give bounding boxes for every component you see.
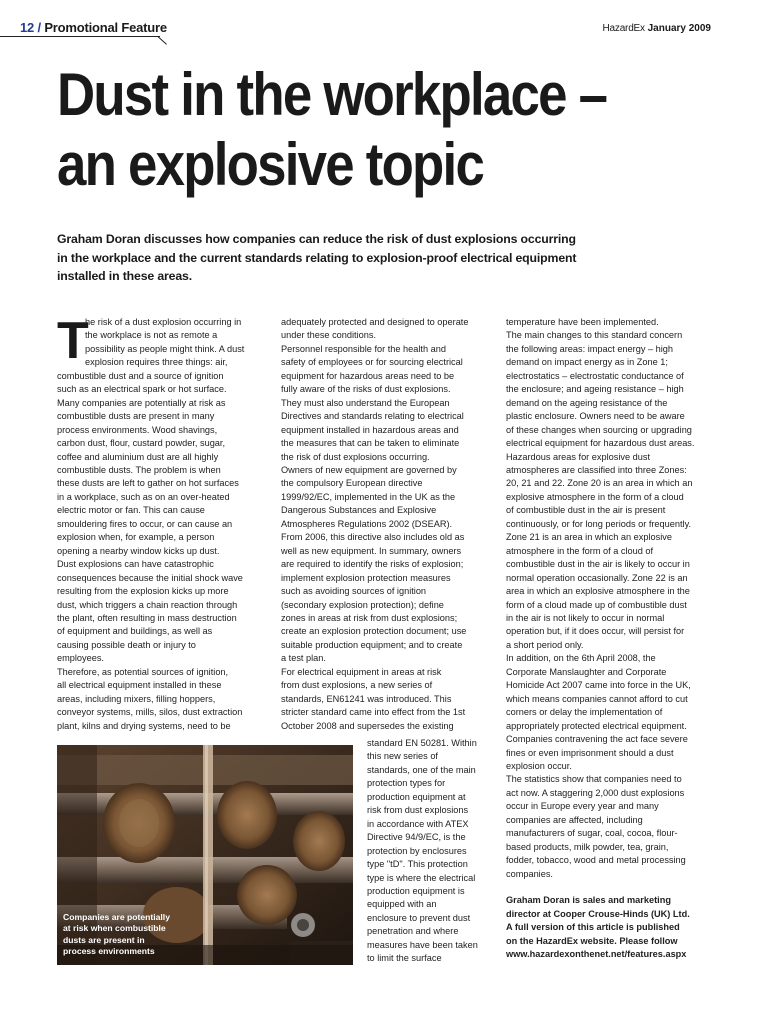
text-line: enclosure to prevent dust (367, 912, 471, 923)
text-line: explosive atmosphere in the form of a cloud (506, 491, 684, 502)
text-line: resulting from the explosion kicks up more (57, 586, 229, 597)
text-line: suitable production equipment; and to create (281, 639, 463, 650)
title-line-1: Dust in the workplace – (57, 61, 607, 128)
text-line: They must also understand the European (281, 397, 450, 408)
text-line: protection by enclosures (367, 845, 467, 856)
text-line: The statistics show that companies need to (506, 774, 682, 785)
text-line: which means companies cannot afford to cut (506, 693, 688, 704)
body-column-2-continued (367, 737, 491, 966)
author-bio-line: A full version of this article is published (506, 922, 680, 933)
text-line: continuously, or for long periods or frequently. (506, 518, 692, 529)
text-line: equipment for hazardous areas need to be (281, 370, 455, 381)
text-line: Dust explosions can have catastrophic (57, 559, 214, 570)
text-line: electric motor or fan. This can cause (57, 505, 205, 516)
text-line: from dust explosions, a new series of (281, 680, 433, 691)
author-bio-line: www.hazardexonthenet.net/features.aspx (506, 949, 687, 960)
text-line: production equipment at (367, 791, 466, 802)
text-line: of equipment and buildings, as well as (57, 626, 213, 637)
text-line: possibility as people might think. A dust (85, 343, 245, 354)
text-line: corners or delay the implementation of (506, 707, 663, 718)
text-line: are required to identify the risks of explosion; (281, 559, 464, 570)
caption-line: dusts are present in (63, 934, 145, 945)
text-line: Homicide Act 2007 came into force in the UK, (506, 680, 691, 691)
section-label: Promotional Feature (44, 20, 167, 35)
body-column-2 (281, 316, 491, 733)
text-line: he risk of a dust explosion occurring in (85, 317, 242, 327)
text-line: the following areas: impact energy – high (506, 343, 674, 354)
text-line: the compulsory European directive (281, 478, 423, 489)
text-line: this new series of (367, 751, 438, 762)
text-line: employees. (57, 653, 104, 664)
text-line: the plant, often resulting in mass destruction (57, 612, 237, 623)
text-line: equipment installed in hazardous areas and (281, 424, 459, 435)
text-line: dust, which triggers a chain reaction through (57, 599, 238, 610)
text-line: fully aware of the risks of dust explosions. (281, 384, 451, 395)
text-line: normal operation occasionally. Zone 22 is an (506, 572, 688, 583)
text-line: fines or even imprisonment should a dust (506, 747, 674, 758)
text-line: Atmospheres Regulations 2002 (DSEAR). (281, 518, 453, 529)
caption-line: Companies are potentially (63, 912, 170, 922)
author-bio-line: on the HazardEx website. Please follow (506, 935, 678, 946)
text-line: Therefore, as potential sources of ignition, (57, 666, 229, 677)
text-line: adequately protected and designed to operate (281, 317, 469, 327)
standfirst-line: Graham Doran discusses how companies can reduce the risk of dust explosions occurring (57, 232, 576, 246)
text-line: standard EN 50281. Within (367, 738, 477, 748)
text-line: fodder, tobacco, wood and metal processing (506, 855, 686, 866)
text-line: the measures that can be taken to eliminate (281, 438, 460, 449)
text-line: Many companies are potentially at risk as (57, 397, 226, 408)
text-line: 1999/92/EC, implemented in the UK as the (281, 491, 456, 502)
text-line: production equipment is (367, 885, 465, 896)
body-column-3 (506, 316, 716, 962)
header-rule (0, 36, 160, 37)
text-line: form of a cloud made up of combustible dust (506, 599, 687, 610)
text-line: explosion when, for example, a person (57, 532, 215, 543)
text-line: Companies contravening the act face severe (506, 734, 688, 745)
text-line: In addition, on the 6th April 2008, the (506, 653, 656, 664)
text-line: of combustible dust in the air is present (506, 505, 666, 516)
text-line: companies. (506, 868, 553, 879)
issue-date: January 2009 (647, 23, 711, 34)
text-line: opening a nearby window kicks up dust. (57, 545, 220, 556)
text-line: carbon dust, flour, custard powder, sugar, (57, 438, 226, 449)
text-line: electrical equipment for hazardous dust areas. (506, 438, 695, 449)
body-column-1 (57, 312, 267, 733)
text-line: Owners of new equipment are governed by (281, 464, 457, 475)
text-line: such as an electrical spark or hot surface. (57, 384, 227, 395)
text-line: the workplace is not as remote a (85, 330, 218, 341)
text-line: all electrical equipment installed in these (57, 680, 222, 691)
text-line: atmosphere in the form of a cloud of (506, 545, 654, 556)
photo-caption (63, 912, 170, 958)
issue-info (603, 23, 711, 34)
text-line: safety of employees or for sourcing electrical (281, 357, 463, 368)
text-line: area in which an explosive atmosphere in the (506, 586, 690, 597)
text-line: process environments. Wood shavings, (57, 424, 218, 435)
text-line: measures have been taken (367, 939, 478, 950)
spacer (506, 881, 716, 894)
text-line: standards, EN61241 was introduced. This (281, 693, 452, 704)
title-line-2: an explosive topic (57, 131, 484, 198)
text-line: combustible dust and a source of ignition (57, 370, 224, 381)
caption-line: process environments (63, 946, 155, 957)
text-line: combustible dusts are present in many (57, 411, 215, 422)
text-line: combustible dust in the air is likely to occur in (506, 559, 690, 570)
caption-line: at risk when combustible (63, 923, 166, 934)
text-line: coffee and aluminium dust are all highly (57, 451, 219, 462)
page-number: 12 (20, 20, 35, 35)
text-line: protection types for (367, 778, 446, 789)
text-line: Hazardous areas for explosive dust (506, 451, 651, 462)
text-line: the risk of dust explosions occurring. (281, 451, 430, 462)
header-separator: / (37, 20, 41, 35)
text-line: act now. A staggering 2,000 dust explosions (506, 787, 685, 798)
text-line: smouldering fires to occur, or can cause an (57, 518, 233, 529)
text-line: in a workplace, such as on an over-heated (57, 491, 230, 502)
text-line: equipped with an (367, 899, 437, 910)
text-line: to limit the surface (367, 953, 442, 964)
text-line: based products, milk powder, tea, grain, (506, 841, 669, 852)
text-line: From 2006, this directive also includes old as (281, 532, 465, 543)
text-line: temperature have been implemented. (506, 317, 659, 327)
text-line: Directives and standards relating to electrical (281, 411, 464, 422)
text-line: plastic enclosure. Owners need to be aware (506, 411, 685, 422)
magazine-name: HazardEx (602, 23, 645, 34)
text-line: a short period only. (506, 639, 584, 650)
text-line: (secondary explosion protection); define (281, 599, 444, 610)
text-line: For electrical equipment in areas at risk (281, 666, 442, 677)
drop-cap: T (57, 312, 89, 370)
text-line: Directive 94/9/EC, is the (367, 832, 466, 843)
author-bio-line: director at Cooper Crouse-Hinds (UK) Ltd. (506, 908, 690, 919)
text-line: explosion occur. (506, 760, 572, 771)
text-line: operation but, if it does occur, will persist for (506, 626, 685, 637)
text-line: manufacturers of sugar, coal, cocoa, flour- (506, 828, 678, 839)
text-line: standards, one of the main (367, 764, 476, 775)
text-line: areas, including mixers, filling hoppers, (57, 693, 216, 704)
text-line: such as avoiding sources of ignition (281, 586, 427, 597)
text-line: risk from dust explosions (367, 805, 469, 816)
text-line: zones in areas at risk from dust explosions; (281, 612, 458, 623)
text-line: consequences because the initial shock wave (57, 572, 243, 583)
text-line: appropriately protected electrical equipment. (506, 720, 687, 731)
text-line: 20, 21 and 22. Zone 20 is an area in which an (506, 478, 693, 489)
text-line: type "tD". This protection (367, 859, 468, 870)
text-line: stricter standard came into effect from the 1st (281, 707, 466, 718)
text-line: in the air is not likely to occur in normal (506, 612, 665, 623)
section-header (20, 20, 167, 35)
text-line: The main changes to this standard concern (506, 330, 683, 341)
text-line: demand on the ageing resistance of the (506, 397, 668, 408)
text-line: conveyor systems, mills, silos, dust extraction (57, 707, 243, 718)
text-line: atmospheres are classified into three Zones: (506, 464, 687, 475)
text-line: plant, kilns and drying systems, need to be (57, 720, 231, 731)
text-line: explosion requires three things: air, (85, 357, 228, 368)
text-line: causing possible death or injury to (57, 639, 196, 650)
author-bio-line: Graham Doran is sales and marketing (506, 895, 671, 906)
text-line: electrostatics – electrostatic conductance of (506, 370, 684, 381)
text-line: penetration and where (367, 926, 459, 937)
text-line: Corporate Manslaughter and Corporate (506, 666, 667, 677)
standfirst-line: installed in these areas. (57, 269, 192, 283)
text-line: the enclosure; and ageing resistance – high (506, 384, 684, 395)
text-line: occur in Europe every year and many (506, 801, 659, 812)
standfirst (57, 230, 637, 286)
text-line: these dusts are left to gather on hot surfaces (57, 478, 239, 489)
header-rule-slant (157, 36, 167, 45)
text-line: Zone 21 is an area in which an explosive (506, 532, 672, 543)
text-line: create an explosion protection document; use (281, 626, 467, 637)
text-line: companies are affected, including (506, 814, 643, 825)
standfirst-line: in the workplace and the current standards relating to explosion-proof electrical equipment (57, 250, 577, 265)
text-line: Dangerous Substances and Explosive (281, 505, 437, 516)
text-line: implement explosion protection measures (281, 572, 451, 583)
text-line: October 2008 and supersedes the existing (281, 720, 454, 731)
text-line: type is where the electrical (367, 872, 476, 883)
text-line: a test plan. (281, 653, 326, 664)
text-line: combustible dusts. The problem is when (57, 464, 221, 475)
text-line: of these changes when sourcing or upgrading (506, 424, 692, 435)
text-line: well as new equipment. In summary, owners (281, 545, 462, 556)
text-line: demand on impact energy as in Zone 1; (506, 357, 668, 368)
text-line: under these conditions. (281, 330, 377, 341)
text-line: in accordance with ATEX (367, 818, 469, 829)
text-line: Personnel responsible for the health and (281, 343, 446, 354)
article-title (57, 60, 620, 200)
